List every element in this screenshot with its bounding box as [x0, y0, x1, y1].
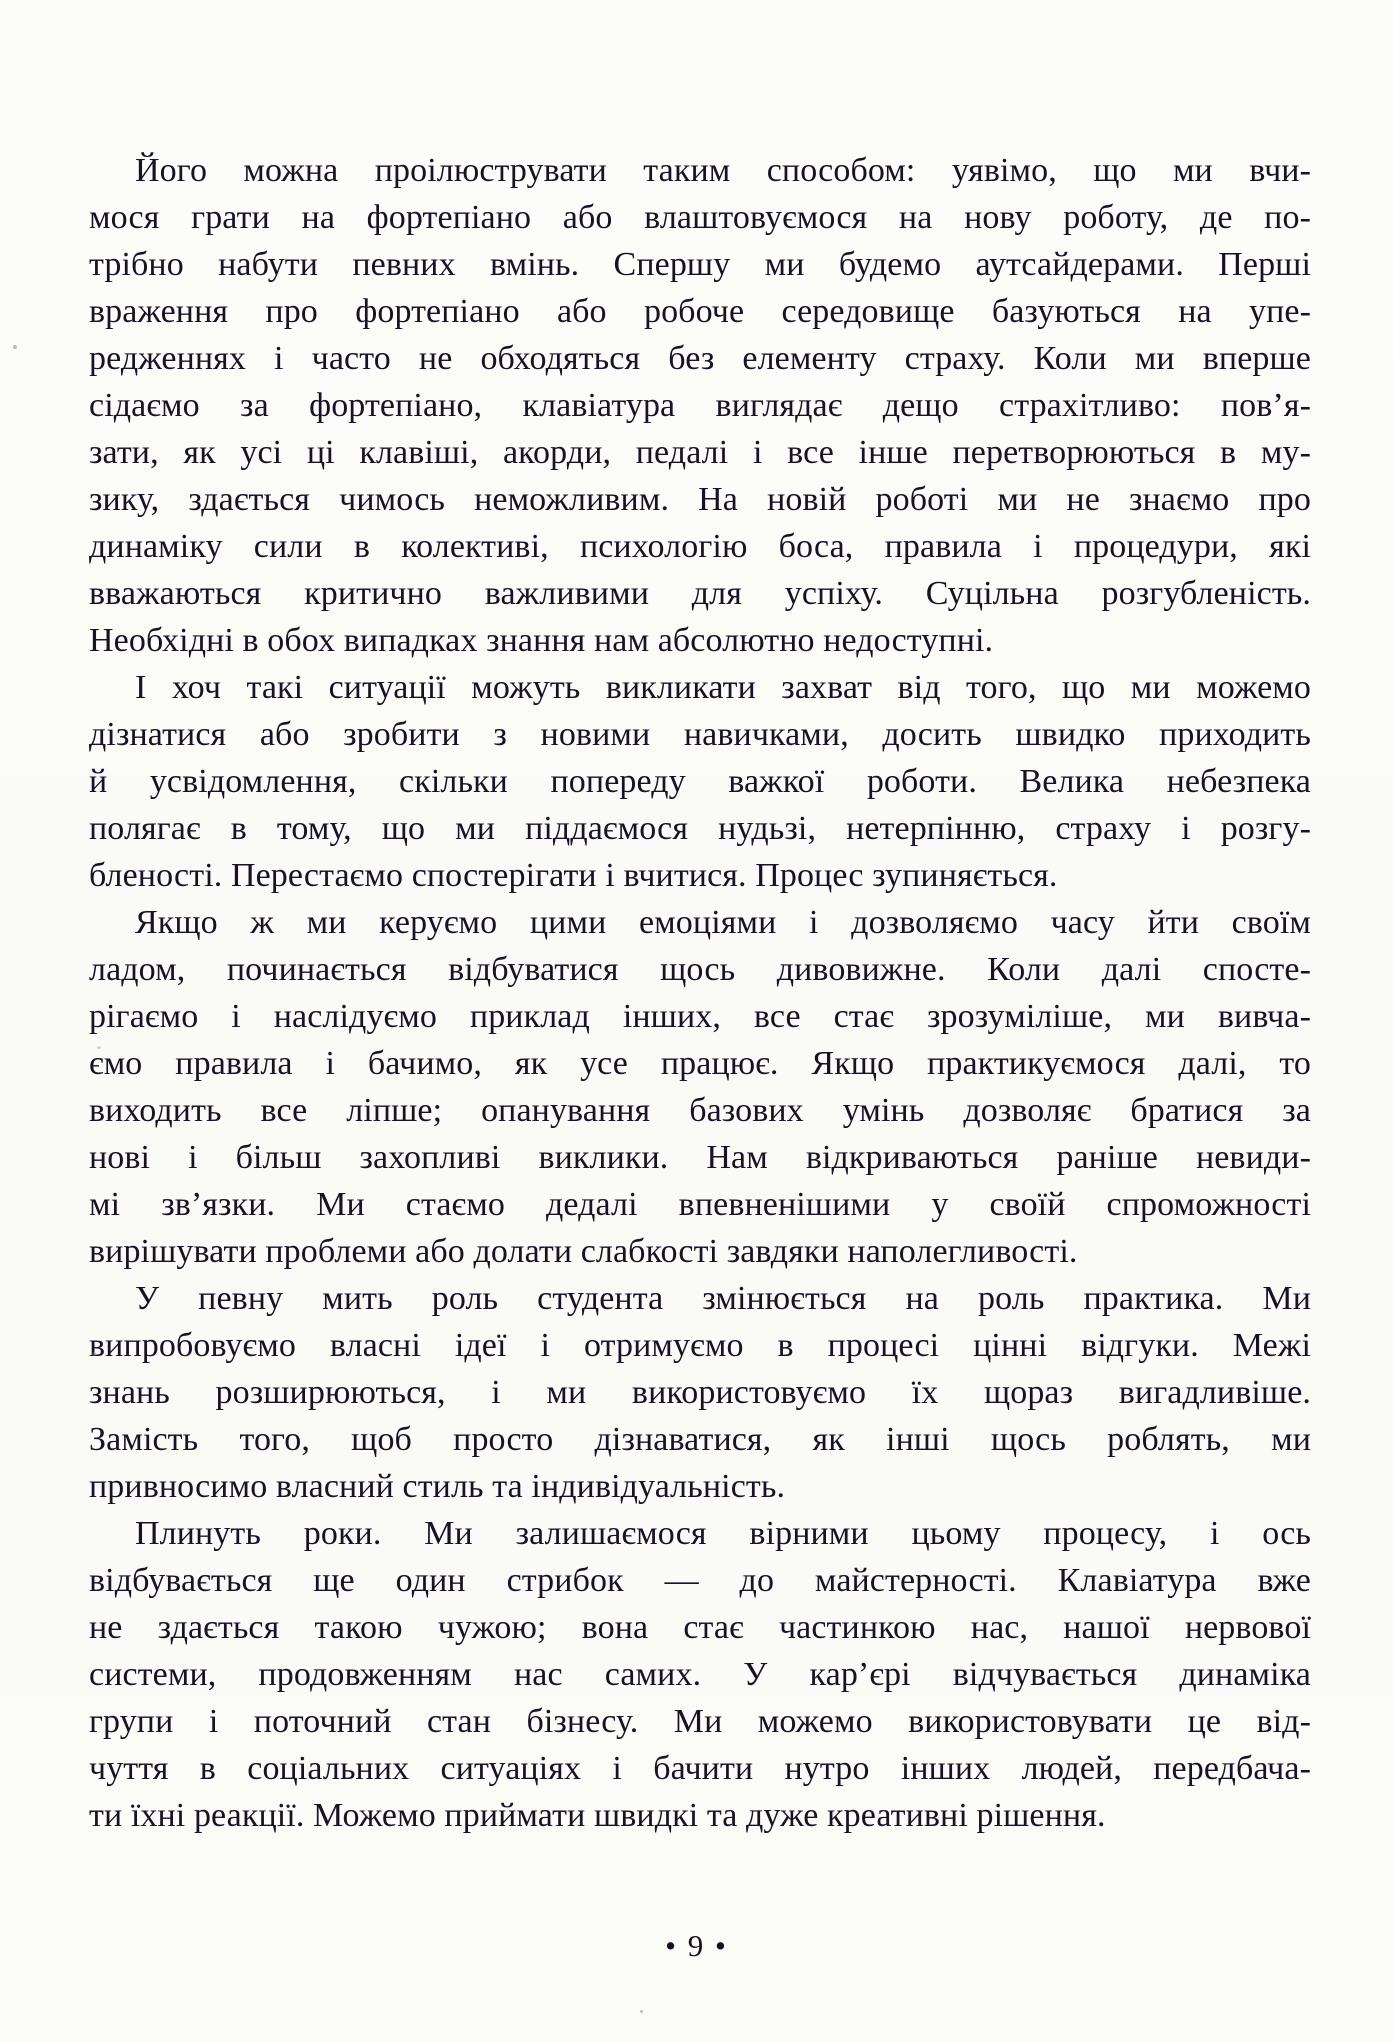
text-line: знань розширюються, і ми використовуємо їх щораз вигадливіше. [89, 1374, 1311, 1411]
text-line: бленості. Перестаємо спостерігати і вчитися. Процес зупиняється. [89, 857, 1058, 894]
scan-speck [640, 2010, 643, 2013]
text-line: полягає в тому, що ми піддаємося нудьзі, нетерпінню, страху і розгу- [89, 810, 1311, 847]
text-line: мі зв’язки. Ми стаємо дедалі впевненішими у своїй спроможності [89, 1186, 1311, 1223]
paragraph [89, 1275, 1311, 1510]
text-line: відбувається ще один стрибок — до майстерності. Клавіатура вже [89, 1562, 1311, 1599]
text-line: зику, здається чимось неможливим. На новій роботі ми не знаємо про [89, 481, 1311, 518]
text-line: випробовуємо власні ідеї і отримуємо в процесі цінні відгуки. Межі [89, 1327, 1311, 1364]
text-line: не здається такою чужою; вона стає частинкою нас, нашої нервової [89, 1609, 1311, 1646]
text-line: У певну мить роль студента змінюється на роль практика. Ми [135, 1280, 1311, 1317]
paragraph [89, 664, 1311, 899]
text-line: виходить все ліпше; опанування базових умінь дозволяє братися за [89, 1092, 1311, 1129]
text-line: рігаємо і наслідуємо приклад інших, все стає зрозуміліше, ми вивча- [89, 998, 1311, 1035]
text-line: чуття в соціальних ситуаціях і бачити нутро інших людей, передбача- [89, 1750, 1311, 1787]
text-line: Необхідні в обох випадках знання нам абсолютно недоступні. [89, 622, 994, 659]
scan-speck [97, 1046, 101, 1049]
text-line: вирішувати проблеми або долати слабкості завдяки наполегливості. [89, 1233, 1078, 1270]
text-line: Якщо ж ми керуємо цими емоціями і дозволяємо часу йти своїм [135, 904, 1311, 941]
text-line: дізнатися або зробити з новими навичками, досить швидко приходить [89, 716, 1311, 753]
text-block [89, 147, 1311, 1839]
scan-speck [13, 345, 17, 349]
text-line: трібно набути певних вмінь. Спершу ми будемо аутсайдерами. Перші [89, 246, 1311, 283]
text-line: ємо правила і бачимо, як усе працює. Якщо практикуємося далі, то [89, 1045, 1311, 1082]
text-line: вважаються критично важливими для успіху. Суцільна розгубленість. [89, 575, 1311, 612]
text-line: системи, продовженням нас самих. У кар’єрі відчувається динаміка [89, 1656, 1311, 1693]
text-line: ти їхні реакції. Можемо приймати швидкі та дуже креативні рішення. [89, 1797, 1106, 1834]
text-line: сідаємо за фортепіано, клавіатура виглядає дещо страхітливо: пов’я- [89, 387, 1311, 424]
text-line: групи і поточний стан бізнесу. Ми можемо використовувати це від- [89, 1703, 1311, 1740]
scan-speck [92, 1352, 96, 1356]
text-line: Його можна проілюструвати таким способом: уявімо, що ми вчи- [135, 152, 1311, 189]
text-line: Плинуть роки. Ми залишаємося вірними цьому процесу, і ось [135, 1515, 1311, 1552]
text-line: зати, як усі ці клавіші, акорди, педалі і все інше перетворюються в му- [89, 434, 1311, 471]
page-number: • 9 • [665, 1928, 728, 1963]
text-line: Замість того, щоб просто дізнаватися, як інші щось роблять, ми [89, 1421, 1311, 1458]
text-line: ладом, починається відбуватися щось дивовижне. Коли далі спосте- [89, 951, 1311, 988]
text-line: редженнях і часто не обходяться без елементу страху. Коли ми вперше [89, 340, 1311, 377]
text-line: динаміку сили в колективі, психологію боса, правила і процедури, які [89, 528, 1311, 565]
text-line: нові і більш захопливі виклики. Нам відкриваються раніше невиди- [89, 1139, 1311, 1176]
paragraph [89, 899, 1311, 1275]
text-line: й усвідомлення, скільки попереду важкої роботи. Велика небезпека [89, 763, 1311, 800]
paragraph [89, 147, 1311, 664]
text-line: мося грати на фортепіано або влаштовуємося на нову роботу, де по- [89, 199, 1311, 236]
text-line: враження про фортепіано або робоче середовище базуються на упе- [89, 293, 1311, 330]
paragraph [89, 1510, 1311, 1839]
text-line: І хоч такі ситуації можуть викликати захват від того, що ми можемо [135, 669, 1311, 706]
text-line: привносимо власний стиль та індивідуальність. [89, 1468, 786, 1505]
